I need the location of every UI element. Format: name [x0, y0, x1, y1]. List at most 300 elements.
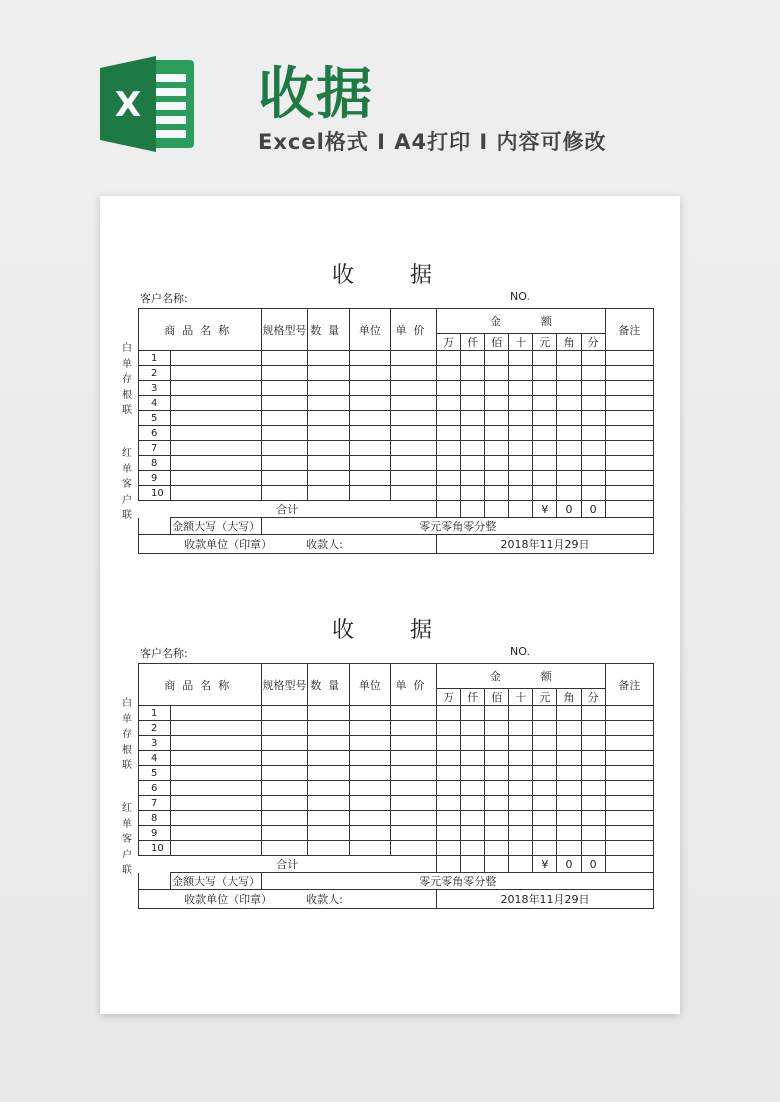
- total-digit-cell[interactable]: 0: [581, 501, 605, 518]
- input-cell[interactable]: [605, 781, 653, 796]
- input-cell[interactable]: [605, 381, 653, 396]
- input-cell[interactable]: [171, 456, 262, 471]
- input-cell[interactable]: [437, 721, 461, 736]
- input-cell[interactable]: [349, 426, 390, 441]
- input-cell[interactable]: [533, 366, 557, 381]
- input-cell[interactable]: [557, 366, 581, 381]
- header-digit: 万: [437, 334, 461, 351]
- input-cell[interactable]: [509, 456, 533, 471]
- input-cell[interactable]: [605, 721, 653, 736]
- input-cell[interactable]: [533, 751, 557, 766]
- input-cell[interactable]: [581, 456, 605, 471]
- input-cell[interactable]: [485, 411, 509, 426]
- input-cell[interactable]: [437, 781, 461, 796]
- input-cell[interactable]: [509, 766, 533, 781]
- input-cell[interactable]: [349, 351, 390, 366]
- input-cell[interactable]: [307, 426, 349, 441]
- input-cell[interactable]: [262, 396, 307, 411]
- input-cell[interactable]: [605, 396, 653, 411]
- input-cell[interactable]: [461, 456, 485, 471]
- input-cell[interactable]: [171, 751, 262, 766]
- total-note-cell[interactable]: [605, 856, 653, 873]
- input-cell[interactable]: [171, 396, 262, 411]
- input-cell[interactable]: [349, 841, 390, 856]
- input-cell[interactable]: [605, 411, 653, 426]
- input-cell[interactable]: [557, 811, 581, 826]
- input-cell[interactable]: [437, 396, 461, 411]
- input-cell[interactable]: [605, 736, 653, 751]
- input-cell[interactable]: [437, 796, 461, 811]
- input-cell[interactable]: [307, 471, 349, 486]
- input-cell[interactable]: [581, 486, 605, 501]
- input-cell[interactable]: [262, 351, 307, 366]
- input-cell[interactable]: [390, 796, 436, 811]
- input-cell[interactable]: [461, 486, 485, 501]
- input-cell[interactable]: [390, 811, 436, 826]
- input-cell[interactable]: [485, 351, 509, 366]
- input-cell[interactable]: [349, 411, 390, 426]
- input-cell[interactable]: [509, 796, 533, 811]
- input-cell[interactable]: [581, 721, 605, 736]
- input-cell[interactable]: [533, 456, 557, 471]
- input-cell[interactable]: [509, 381, 533, 396]
- input-cell[interactable]: [349, 456, 390, 471]
- input-cell[interactable]: [171, 841, 262, 856]
- input-cell[interactable]: [533, 706, 557, 721]
- input-cell[interactable]: [533, 781, 557, 796]
- input-cell[interactable]: [262, 811, 307, 826]
- document-page: [100, 196, 680, 1014]
- input-cell[interactable]: [349, 366, 390, 381]
- amount-caps-label: 金额大写（大写）: [171, 873, 262, 890]
- input-cell[interactable]: [581, 736, 605, 751]
- side-label-char: 单: [122, 713, 132, 725]
- date-cell[interactable]: 2018年11月29日: [437, 890, 654, 909]
- input-cell[interactable]: [605, 471, 653, 486]
- input-cell[interactable]: [262, 826, 307, 841]
- input-cell[interactable]: [307, 381, 349, 396]
- input-cell[interactable]: [557, 411, 581, 426]
- input-cell[interactable]: [262, 796, 307, 811]
- input-cell[interactable]: [171, 826, 262, 841]
- input-cell[interactable]: [461, 721, 485, 736]
- input-cell[interactable]: [461, 811, 485, 826]
- header-unit: 单位: [349, 309, 390, 351]
- input-cell[interactable]: [461, 826, 485, 841]
- input-cell[interactable]: [605, 841, 653, 856]
- total-digit-cell[interactable]: [461, 856, 485, 873]
- input-cell[interactable]: [461, 441, 485, 456]
- input-cell[interactable]: [390, 766, 436, 781]
- input-cell[interactable]: [262, 721, 307, 736]
- input-cell[interactable]: [262, 366, 307, 381]
- input-cell[interactable]: [262, 426, 307, 441]
- input-cell[interactable]: [262, 411, 307, 426]
- input-cell[interactable]: [485, 751, 509, 766]
- input-cell[interactable]: [262, 381, 307, 396]
- input-cell[interactable]: [461, 706, 485, 721]
- input-cell[interactable]: [307, 351, 349, 366]
- input-cell[interactable]: [509, 751, 533, 766]
- input-cell[interactable]: [605, 441, 653, 456]
- input-cell[interactable]: [557, 766, 581, 781]
- input-cell[interactable]: [485, 721, 509, 736]
- input-cell[interactable]: [349, 766, 390, 781]
- input-cell[interactable]: [557, 751, 581, 766]
- input-cell[interactable]: [390, 381, 436, 396]
- input-cell[interactable]: [461, 351, 485, 366]
- input-cell[interactable]: [461, 471, 485, 486]
- input-cell[interactable]: [485, 706, 509, 721]
- input-cell[interactable]: [509, 411, 533, 426]
- input-cell[interactable]: [390, 781, 436, 796]
- input-cell[interactable]: [509, 441, 533, 456]
- total-digit-cell[interactable]: [485, 856, 509, 873]
- receipt-table: [138, 308, 654, 554]
- input-cell[interactable]: [171, 366, 262, 381]
- input-cell[interactable]: [461, 396, 485, 411]
- input-cell[interactable]: [349, 471, 390, 486]
- input-cell[interactable]: [349, 826, 390, 841]
- input-cell[interactable]: [390, 751, 436, 766]
- date-cell[interactable]: 2018年11月29日: [437, 535, 654, 554]
- input-cell[interactable]: [171, 736, 262, 751]
- input-cell[interactable]: [485, 811, 509, 826]
- input-cell[interactable]: [262, 486, 307, 501]
- input-cell[interactable]: [509, 366, 533, 381]
- input-cell[interactable]: [605, 706, 653, 721]
- input-cell[interactable]: [307, 456, 349, 471]
- input-cell[interactable]: [390, 826, 436, 841]
- input-cell[interactable]: [307, 751, 349, 766]
- input-cell[interactable]: [262, 781, 307, 796]
- input-cell[interactable]: [485, 766, 509, 781]
- input-cell[interactable]: [557, 351, 581, 366]
- input-cell[interactable]: [605, 826, 653, 841]
- input-cell[interactable]: [461, 411, 485, 426]
- input-cell[interactable]: [390, 471, 436, 486]
- input-cell[interactable]: [557, 456, 581, 471]
- total-digit-cell[interactable]: [485, 501, 509, 518]
- input-cell[interactable]: [349, 441, 390, 456]
- input-cell[interactable]: [557, 781, 581, 796]
- input-cell[interactable]: [307, 441, 349, 456]
- input-cell[interactable]: [557, 486, 581, 501]
- input-cell[interactable]: [262, 736, 307, 751]
- input-cell[interactable]: [307, 706, 349, 721]
- input-cell[interactable]: [557, 441, 581, 456]
- input-cell[interactable]: [485, 396, 509, 411]
- input-cell[interactable]: [349, 381, 390, 396]
- input-cell[interactable]: [390, 721, 436, 736]
- input-cell[interactable]: [581, 366, 605, 381]
- input-cell[interactable]: [349, 486, 390, 501]
- total-digit-cell[interactable]: ¥: [533, 856, 557, 873]
- input-cell[interactable]: [533, 471, 557, 486]
- input-cell[interactable]: [307, 796, 349, 811]
- input-cell[interactable]: [461, 426, 485, 441]
- header-digit: 角: [557, 334, 581, 351]
- side-label-char: 存: [122, 374, 132, 385]
- input-cell[interactable]: [557, 721, 581, 736]
- input-cell[interactable]: [485, 441, 509, 456]
- amount-caps-value[interactable]: 零元零角零分整: [262, 518, 654, 535]
- input-cell[interactable]: [437, 366, 461, 381]
- input-cell[interactable]: [349, 736, 390, 751]
- input-cell[interactable]: [509, 396, 533, 411]
- input-cell[interactable]: [581, 706, 605, 721]
- input-cell[interactable]: [533, 486, 557, 501]
- input-cell[interactable]: [171, 766, 262, 781]
- input-cell[interactable]: [557, 826, 581, 841]
- input-cell[interactable]: [307, 826, 349, 841]
- input-cell[interactable]: [485, 381, 509, 396]
- input-cell[interactable]: [349, 721, 390, 736]
- input-cell[interactable]: [605, 486, 653, 501]
- input-cell[interactable]: [437, 441, 461, 456]
- total-digit-cell[interactable]: [509, 856, 533, 873]
- input-cell[interactable]: [557, 396, 581, 411]
- input-cell[interactable]: [437, 471, 461, 486]
- blank-cell: [139, 873, 171, 890]
- input-cell[interactable]: [307, 841, 349, 856]
- input-cell[interactable]: [509, 426, 533, 441]
- input-cell[interactable]: [557, 426, 581, 441]
- total-note-cell[interactable]: [605, 501, 653, 518]
- input-cell[interactable]: [581, 781, 605, 796]
- input-cell[interactable]: [390, 736, 436, 751]
- input-cell[interactable]: [533, 351, 557, 366]
- input-cell[interactable]: [390, 486, 436, 501]
- input-cell[interactable]: [533, 736, 557, 751]
- input-cell[interactable]: [461, 781, 485, 796]
- input-cell[interactable]: [533, 826, 557, 841]
- input-cell[interactable]: [605, 351, 653, 366]
- input-cell[interactable]: [390, 411, 436, 426]
- input-cell[interactable]: [581, 396, 605, 411]
- input-cell[interactable]: [437, 751, 461, 766]
- input-cell[interactable]: [533, 766, 557, 781]
- input-cell[interactable]: [171, 781, 262, 796]
- input-cell[interactable]: [509, 736, 533, 751]
- total-digit-cell[interactable]: 0: [581, 856, 605, 873]
- input-cell[interactable]: [605, 796, 653, 811]
- input-cell[interactable]: [171, 706, 262, 721]
- input-cell[interactable]: [581, 351, 605, 366]
- input-cell[interactable]: [581, 426, 605, 441]
- input-cell[interactable]: [307, 781, 349, 796]
- input-cell[interactable]: [605, 366, 653, 381]
- input-cell[interactable]: [307, 721, 349, 736]
- input-cell[interactable]: [307, 411, 349, 426]
- input-cell[interactable]: [171, 381, 262, 396]
- input-cell[interactable]: [390, 441, 436, 456]
- input-cell[interactable]: [557, 706, 581, 721]
- side-label-customer: [120, 446, 134, 524]
- input-cell[interactable]: [262, 706, 307, 721]
- input-cell[interactable]: [605, 426, 653, 441]
- input-cell[interactable]: [390, 351, 436, 366]
- input-cell[interactable]: [171, 486, 262, 501]
- input-cell[interactable]: [485, 796, 509, 811]
- input-cell[interactable]: [581, 381, 605, 396]
- input-cell[interactable]: [581, 441, 605, 456]
- input-cell[interactable]: [533, 796, 557, 811]
- input-cell[interactable]: [390, 366, 436, 381]
- input-cell[interactable]: [461, 796, 485, 811]
- input-cell[interactable]: [390, 706, 436, 721]
- input-cell[interactable]: [437, 766, 461, 781]
- input-cell[interactable]: [509, 486, 533, 501]
- input-cell[interactable]: [581, 811, 605, 826]
- input-cell[interactable]: [437, 426, 461, 441]
- input-cell[interactable]: [307, 811, 349, 826]
- total-digit-cell[interactable]: ¥: [533, 501, 557, 518]
- input-cell[interactable]: [509, 471, 533, 486]
- input-cell[interactable]: [349, 796, 390, 811]
- input-cell[interactable]: [509, 781, 533, 796]
- input-cell[interactable]: [262, 441, 307, 456]
- input-cell[interactable]: [307, 486, 349, 501]
- input-cell[interactable]: [461, 366, 485, 381]
- total-digit-cell[interactable]: [461, 501, 485, 518]
- input-cell[interactable]: [581, 826, 605, 841]
- input-cell[interactable]: [485, 426, 509, 441]
- input-cell[interactable]: [485, 456, 509, 471]
- input-cell[interactable]: [437, 841, 461, 856]
- input-cell[interactable]: [485, 736, 509, 751]
- input-cell[interactable]: [485, 841, 509, 856]
- input-cell[interactable]: [461, 736, 485, 751]
- input-cell[interactable]: [390, 426, 436, 441]
- input-cell[interactable]: [533, 841, 557, 856]
- input-cell[interactable]: [581, 796, 605, 811]
- input-cell[interactable]: [557, 796, 581, 811]
- input-cell[interactable]: [307, 736, 349, 751]
- input-cell[interactable]: [485, 366, 509, 381]
- table-row: [139, 721, 654, 736]
- total-digit-cell[interactable]: 0: [557, 501, 581, 518]
- input-cell[interactable]: [262, 766, 307, 781]
- input-cell[interactable]: [349, 781, 390, 796]
- input-cell[interactable]: [171, 811, 262, 826]
- input-cell[interactable]: [349, 811, 390, 826]
- input-cell[interactable]: [349, 396, 390, 411]
- input-cell[interactable]: [349, 706, 390, 721]
- row-number: 9: [139, 826, 171, 841]
- input-cell[interactable]: [349, 751, 390, 766]
- side-label-char: 单: [122, 463, 132, 475]
- header-digit: 万: [437, 689, 461, 706]
- input-cell[interactable]: [581, 471, 605, 486]
- input-cell[interactable]: [509, 351, 533, 366]
- input-cell[interactable]: [557, 736, 581, 751]
- input-cell[interactable]: [533, 381, 557, 396]
- input-cell[interactable]: [171, 721, 262, 736]
- input-cell[interactable]: [390, 841, 436, 856]
- input-cell[interactable]: [605, 811, 653, 826]
- input-cell[interactable]: [437, 456, 461, 471]
- table-row: [139, 796, 654, 811]
- input-cell[interactable]: [461, 381, 485, 396]
- input-cell[interactable]: [262, 751, 307, 766]
- input-cell[interactable]: [533, 411, 557, 426]
- input-cell[interactable]: [509, 826, 533, 841]
- input-cell[interactable]: [509, 811, 533, 826]
- header-amount: 金额: [437, 309, 606, 334]
- header-note: 备注: [605, 664, 653, 706]
- amount-caps-row: [139, 518, 654, 535]
- input-cell[interactable]: [581, 411, 605, 426]
- input-cell[interactable]: [437, 381, 461, 396]
- input-cell[interactable]: [437, 411, 461, 426]
- input-cell[interactable]: [437, 486, 461, 501]
- total-digit-cell[interactable]: [437, 856, 461, 873]
- input-cell[interactable]: [509, 706, 533, 721]
- input-cell[interactable]: [307, 366, 349, 381]
- input-cell[interactable]: [485, 826, 509, 841]
- total-digit-cell[interactable]: [437, 501, 461, 518]
- input-cell[interactable]: [485, 471, 509, 486]
- input-cell[interactable]: [581, 766, 605, 781]
- input-cell[interactable]: [171, 351, 262, 366]
- input-cell[interactable]: [533, 441, 557, 456]
- input-cell[interactable]: [557, 471, 581, 486]
- total-digit-cell[interactable]: [509, 501, 533, 518]
- input-cell[interactable]: [171, 426, 262, 441]
- input-cell[interactable]: [307, 766, 349, 781]
- input-cell[interactable]: [461, 841, 485, 856]
- input-cell[interactable]: [437, 736, 461, 751]
- input-cell[interactable]: [557, 841, 581, 856]
- input-cell[interactable]: [533, 426, 557, 441]
- input-cell[interactable]: [509, 841, 533, 856]
- amount-caps-value[interactable]: 零元零角零分整: [262, 873, 654, 890]
- input-cell[interactable]: [171, 441, 262, 456]
- total-digit-cell[interactable]: 0: [557, 856, 581, 873]
- input-cell[interactable]: [437, 826, 461, 841]
- input-cell[interactable]: [581, 841, 605, 856]
- input-cell[interactable]: [557, 381, 581, 396]
- input-cell[interactable]: [437, 811, 461, 826]
- input-cell[interactable]: [485, 781, 509, 796]
- header-unit-price: 单价: [390, 664, 436, 706]
- input-cell[interactable]: [262, 456, 307, 471]
- input-cell[interactable]: [533, 811, 557, 826]
- input-cell[interactable]: [262, 841, 307, 856]
- input-cell[interactable]: [171, 471, 262, 486]
- input-cell[interactable]: [605, 456, 653, 471]
- input-cell[interactable]: [533, 721, 557, 736]
- input-cell[interactable]: [461, 766, 485, 781]
- input-cell[interactable]: [581, 751, 605, 766]
- input-cell[interactable]: [307, 396, 349, 411]
- input-cell[interactable]: [605, 766, 653, 781]
- receipt-title: 收据: [332, 263, 489, 288]
- input-cell[interactable]: [509, 721, 533, 736]
- input-cell[interactable]: [533, 396, 557, 411]
- input-cell[interactable]: [390, 396, 436, 411]
- input-cell[interactable]: [605, 751, 653, 766]
- input-cell[interactable]: [390, 456, 436, 471]
- input-cell[interactable]: [171, 411, 262, 426]
- input-cell[interactable]: [171, 796, 262, 811]
- input-cell[interactable]: [437, 706, 461, 721]
- input-cell[interactable]: [485, 486, 509, 501]
- input-cell[interactable]: [437, 351, 461, 366]
- input-cell[interactable]: [262, 471, 307, 486]
- input-cell[interactable]: [461, 751, 485, 766]
